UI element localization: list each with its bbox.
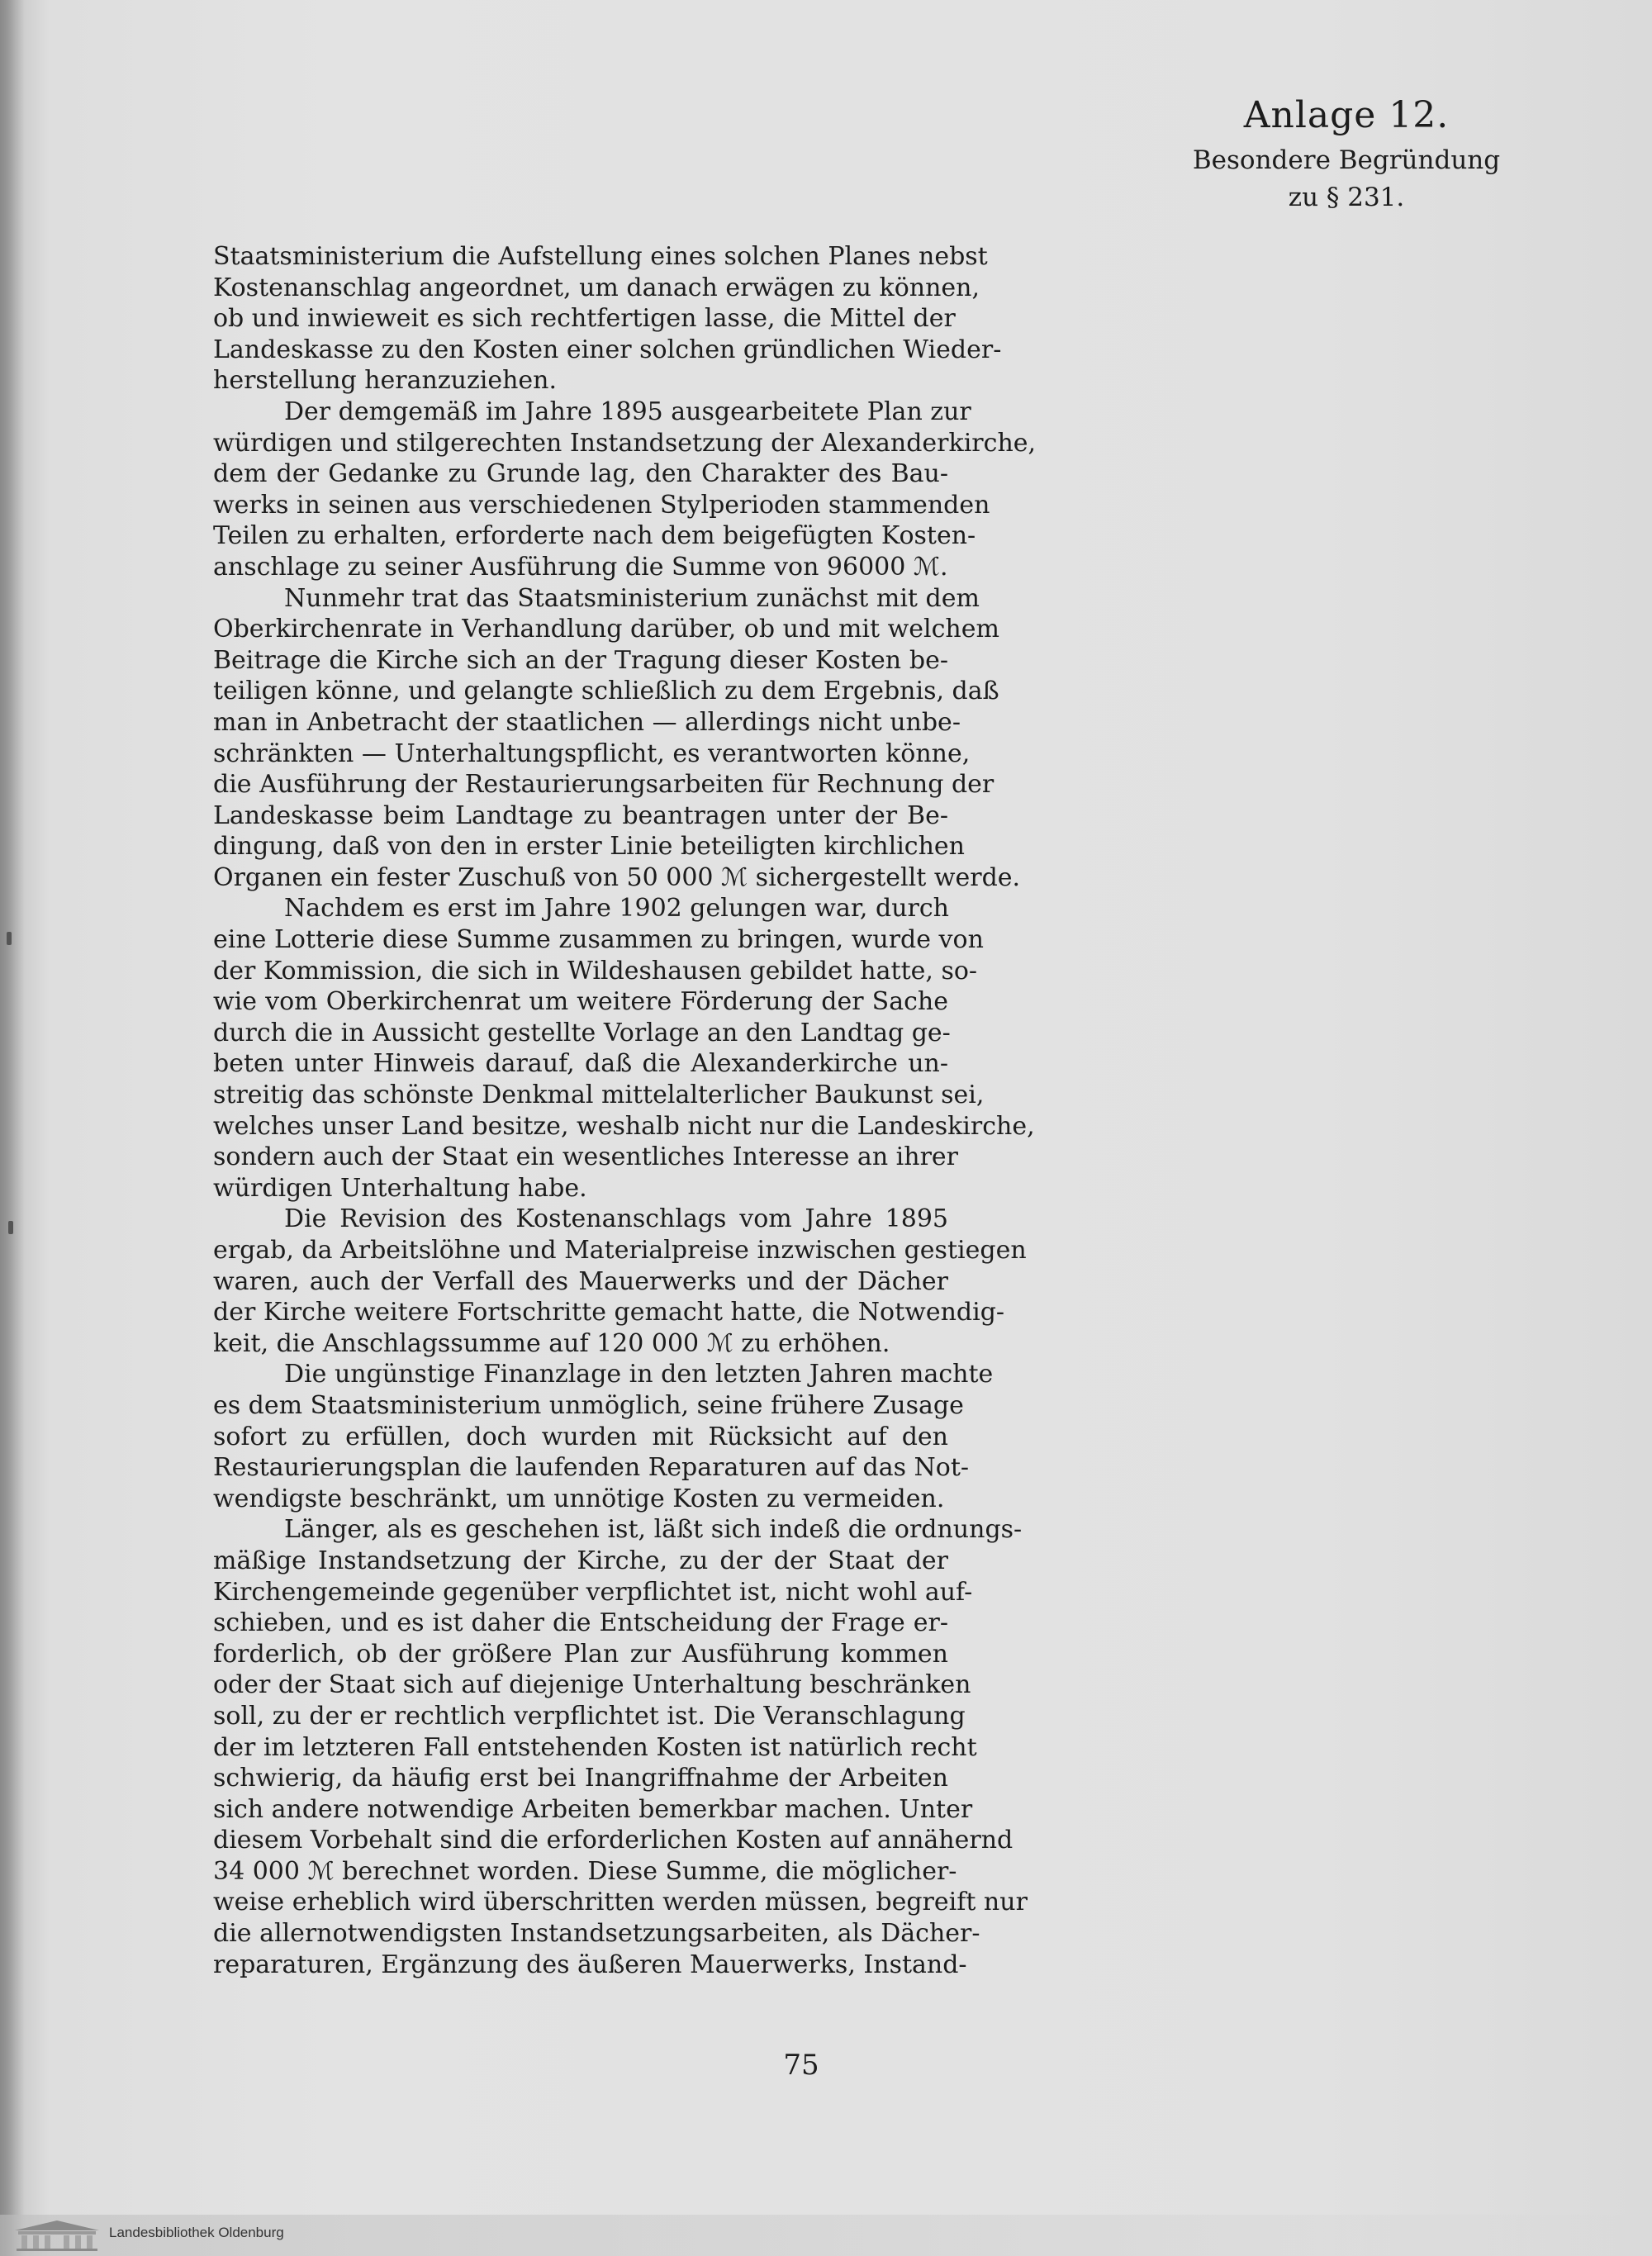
text-line: Beitrage die Kirche sich an der Tragung dieser Kosten be- <box>213 645 948 675</box>
text-line: waren, auch der Verfall des Mauerwerks und der Dächer <box>213 1266 948 1296</box>
library-building-icon <box>12 2219 102 2252</box>
text-line: man in Anbetracht der staatlichen — allerdings nicht unbe- <box>213 707 961 737</box>
text-line: mäßige Instandsetzung der Kirche, zu der der Staat der <box>213 1546 948 1575</box>
annex-subtitle: Besondere Begründung <box>1192 145 1501 175</box>
text-line: Landeskasse beim Landtage zu beantragen unter der Be- <box>213 800 948 830</box>
annex-title: Anlage 12. <box>1243 94 1450 136</box>
text-line: sich andere notwendige Arbeiten bemerkbar machen. Unter <box>213 1794 973 1824</box>
text-line: diesem Vorbehalt sind die erforderlichen Kosten auf annähernd <box>213 1826 1014 1855</box>
annex-section-ref: zu § 231. <box>1288 183 1405 212</box>
text-line: herstellung heranzuziehen. <box>213 366 558 396</box>
text-line: schwierig, da häufig erst bei Inangriffnahme der Arbeiten <box>213 1764 948 1793</box>
text-line: dingung, daß von den in erster Linie beteiligten kirchlichen <box>213 832 965 862</box>
binding-shadow <box>0 0 25 2256</box>
text-line: Kostenanschlag angeordnet, um danach erwägen zu können, <box>213 273 980 302</box>
text-line: der im letzteren Fall entstehenden Kosten ist natürlich recht <box>213 1732 977 1762</box>
text-line: eine Lotterie diese Summe zusammen zu bringen, wurde von <box>213 925 984 955</box>
text-line: Kirchengemeinde gegenüber verpflichtet ist, nicht wohl auf- <box>213 1577 973 1607</box>
text-line: Länger, als es geschehen ist, läßt sich indeß die ordnungs- <box>284 1515 1023 1545</box>
text-line: Organen ein fester Zuschuß von 50 000 ℳ sichergestellt werde. <box>213 862 1021 892</box>
text-line: reparaturen, Ergänzung des äußeren Mauerwerks, Instand- <box>213 1950 967 1979</box>
binding-mark <box>8 1221 13 1234</box>
text-line: keit, die Anschlagssumme auf 120 000 ℳ zu erhöhen. <box>213 1328 890 1358</box>
text-line: sofort zu erfüllen, doch wurden mit Rücksicht auf den <box>213 1422 948 1451</box>
text-line: wendigste beschränkt, um unnötige Kosten zu vermeiden. <box>213 1484 945 1513</box>
text-line: wie vom Oberkirchenrat um weitere Förderung der Sache <box>213 987 948 1017</box>
text-line: teiligen könne, und gelangte schließlich zu dem Ergebnis, daß <box>213 677 999 706</box>
text-line: beten unter Hinweis darauf, daß die Alexanderkirche un- <box>213 1049 948 1079</box>
text-line: Teilen zu erhalten, erforderte nach dem beigefügten Kosten- <box>213 521 976 551</box>
text-line: durch die in Aussicht gestellte Vorlage an den Landtag ge- <box>213 1018 951 1047</box>
text-line: anschlage zu seiner Ausführung die Summe von 96000 ℳ. <box>213 552 948 582</box>
text-line: welches unser Land besitze, weshalb nicht nur die Landeskirche, <box>213 1111 1035 1141</box>
text-line: streitig das schönste Denkmal mittelalterlicher Baukunst sei, <box>213 1081 985 1110</box>
text-line: weise erheblich wird überschritten werden müssen, begreift nur <box>213 1888 1028 1917</box>
text-line: Die ungünstige Finanzlage in den letzten Jahren machte <box>284 1360 994 1389</box>
text-line: schieben, und es ist daher die Entscheidung der Frage er- <box>213 1608 948 1638</box>
body-text <box>213 241 1037 1980</box>
text-line: schränkten — Unterhaltungspflicht, es verantworten könne, <box>213 739 971 768</box>
text-line: Nunmehr trat das Staatsministerium zunächst mit dem <box>284 583 980 613</box>
text-line: oder der Staat sich auf diejenige Unterhaltung beschränken <box>213 1670 971 1700</box>
binding-mark <box>7 932 12 945</box>
text-line: ob und inwieweit es sich rechtfertigen lasse, die Mittel der <box>213 304 956 334</box>
text-line: Staatsministerium die Aufstellung eines solchen Planes nebst <box>213 242 988 271</box>
text-line: die allernotwendigsten Instandsetzungsarbeiten, als Dächer- <box>213 1919 980 1949</box>
text-line: der Kommission, die sich in Wildeshausen gebildet hatte, so- <box>213 956 978 986</box>
text-line: Oberkirchenrate in Verhandlung darüber, ob und mit welchem <box>213 615 999 644</box>
text-line: Nachdem es erst im Jahre 1902 gelungen war, durch <box>284 894 949 924</box>
text-line: forderlich, ob der größere Plan zur Ausführung kommen <box>213 1639 948 1669</box>
annex-header <box>1090 91 1602 215</box>
footer-bar <box>0 2215 1652 2256</box>
page-number: 75 <box>783 2049 819 2082</box>
text-line: die Ausführung der Restaurierungsarbeiten für Rechnung der <box>213 770 995 800</box>
text-line: würdigen und stilgerechten Instandsetzung der Alexanderkirche, <box>213 428 1037 458</box>
text-line: würdigen Unterhaltung habe. <box>213 1173 587 1203</box>
library-name: Landesbibliothek Oldenburg <box>109 2225 284 2240</box>
text-line: sondern auch der Staat ein wesentliches Interesse an ihrer <box>213 1142 959 1172</box>
text-line: Landeskasse zu den Kosten einer solchen gründlichen Wieder- <box>213 335 1002 364</box>
text-line: dem der Gedanke zu Grunde lag, den Charakter des Bau- <box>213 459 948 489</box>
text-line: ergab, da Arbeitslöhne und Materialpreise inzwischen gestiegen <box>213 1236 1027 1265</box>
text-line: werks in seinen aus verschiedenen Stylperioden stammenden <box>213 490 990 520</box>
text-line: 34 000 ℳ berechnet worden. Diese Summe, die möglicher- <box>213 1856 957 1886</box>
text-line: der Kirche weitere Fortschritte gemacht hatte, die Notwendig- <box>213 1298 1005 1327</box>
text-line: Der demgemäß im Jahre 1895 ausgearbeitete Plan zur <box>284 397 971 426</box>
text-line: Restaurierungsplan die laufenden Reparaturen auf das Not- <box>213 1453 970 1483</box>
text-line: soll, zu der er rechtlich verpflichtet ist. Die Veranschlagung <box>213 1701 966 1731</box>
text-line: Die Revision des Kostenanschlags vom Jahre 1895 <box>284 1204 948 1234</box>
text-line: es dem Staatsministerium unmöglich, seine frühere Zusage <box>213 1390 964 1420</box>
